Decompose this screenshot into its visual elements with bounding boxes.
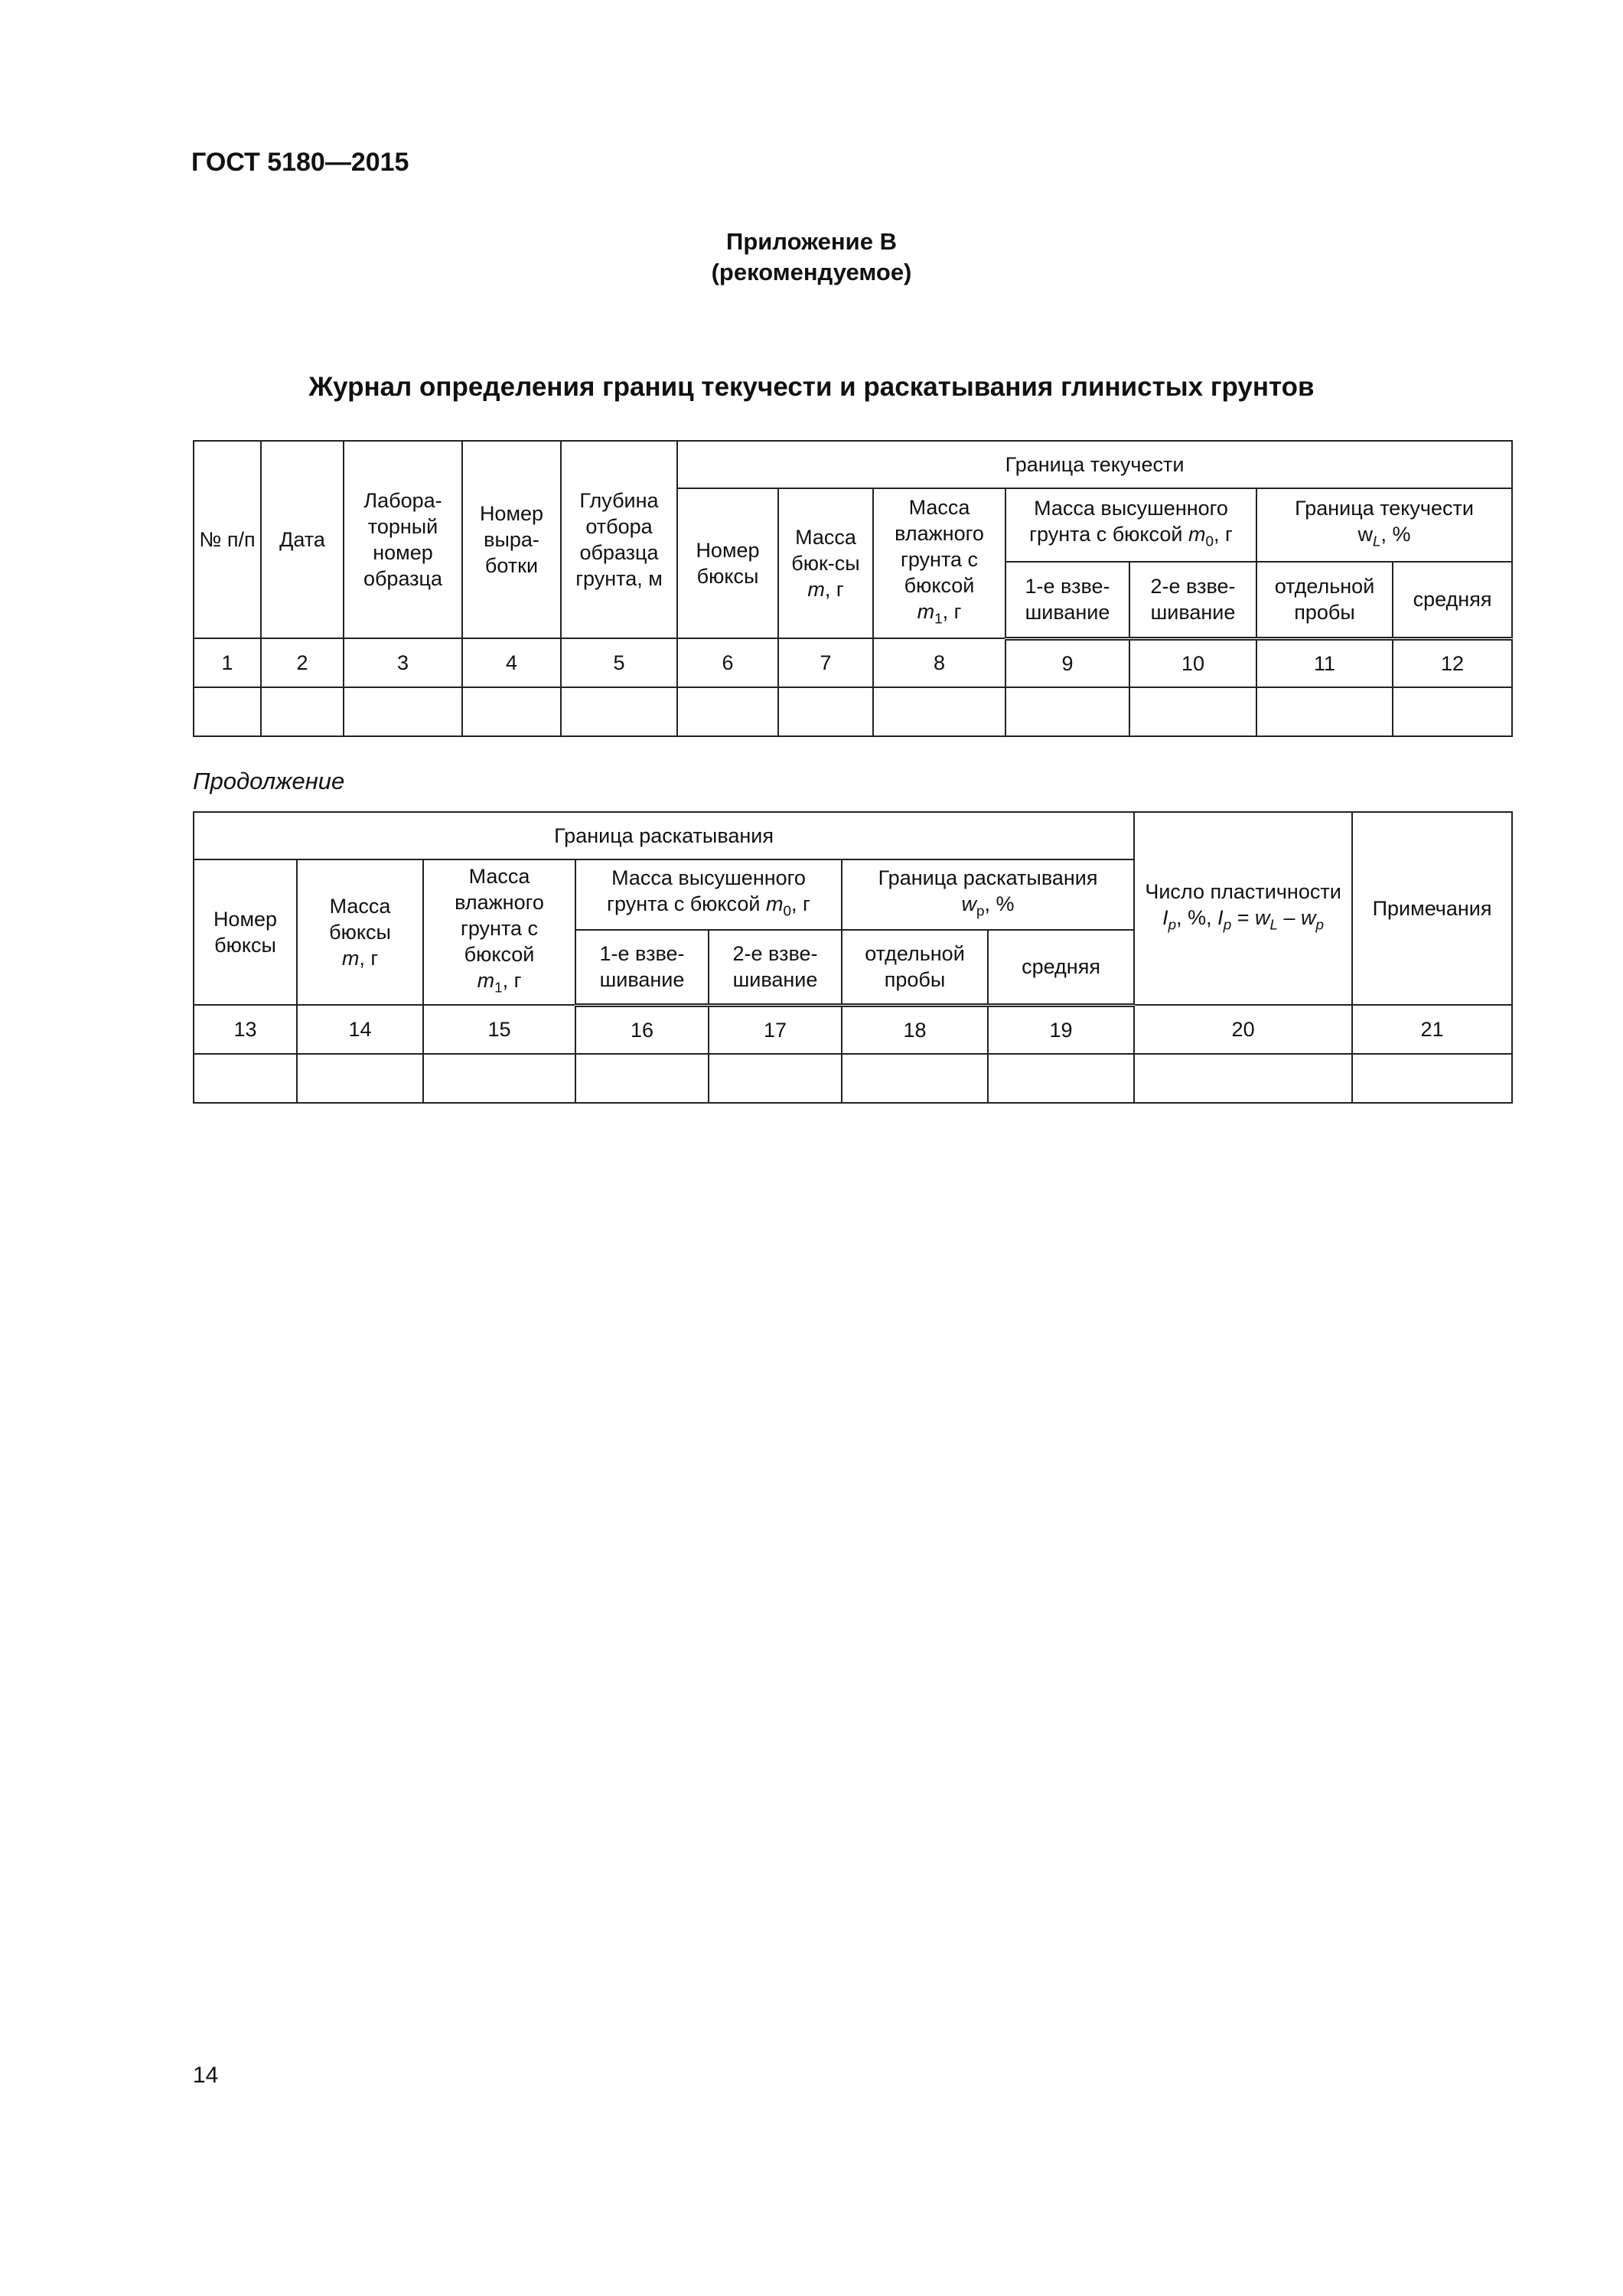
- empty-cell: [842, 1054, 988, 1103]
- symbol-m: m: [477, 968, 495, 992]
- header-liquid-limit-group: Граница текучести: [677, 441, 1512, 488]
- subscript: p: [1168, 917, 1177, 934]
- header-average: средняя: [1393, 562, 1512, 638]
- header-container-mass: [778, 488, 873, 638]
- empty-cell: [988, 1054, 1134, 1103]
- column-number: 2: [261, 638, 344, 687]
- unit-text: , %: [1380, 522, 1411, 546]
- column-number: 15: [423, 1005, 575, 1054]
- page-number: 14: [193, 2063, 219, 2088]
- header-dry-soil-mass-text: Масса высушенного грунта с бюксой: [607, 866, 806, 915]
- symbol-m: m: [341, 947, 360, 970]
- column-number: 1: [194, 638, 261, 687]
- header-second-weighing: 2-е взве-шивание: [709, 930, 842, 1005]
- empty-cell: [1256, 687, 1393, 736]
- symbol-w: w: [1301, 905, 1316, 929]
- header-second-weighing: 2-е взве-шивание: [1129, 562, 1256, 638]
- column-number: 17: [709, 1005, 842, 1054]
- column-number-row: [194, 1005, 1512, 1054]
- formula-minus: –: [1278, 905, 1302, 929]
- column-number: 3: [344, 638, 462, 687]
- header-notes: Примечания: [1352, 812, 1512, 1005]
- column-number: 20: [1134, 1005, 1352, 1054]
- column-number: 12: [1393, 638, 1512, 687]
- column-number: 9: [1005, 638, 1129, 687]
- header-average: средняя: [988, 930, 1134, 1005]
- formula-equals: =: [1231, 905, 1255, 929]
- unit-text: , %: [984, 892, 1015, 915]
- header-excavation-number: Номер выра-ботки: [462, 441, 561, 638]
- unit-text: , %,: [1176, 905, 1212, 929]
- empty-cell: [677, 687, 778, 736]
- column-number: 5: [561, 638, 677, 687]
- header-container-number: Номер бюксы: [677, 488, 778, 638]
- symbol-m: m: [1188, 522, 1206, 546]
- header-container-mass-text: Масса бюксы: [329, 895, 391, 944]
- header-wet-soil-mass-text: Масса влажного грунта с бюксой: [455, 864, 544, 966]
- empty-cell: [194, 1054, 297, 1103]
- empty-cell: [575, 1054, 709, 1103]
- appendix-note: (рекомендуемое): [711, 259, 912, 285]
- header-plastic-limit-text: Граница раскатывания: [878, 866, 1098, 889]
- header-single-sample: отдельной пробы: [1256, 562, 1393, 638]
- unit-text: , г: [359, 947, 379, 970]
- subscript: 0: [783, 903, 791, 920]
- header-plastic-limit-wp-group: [842, 859, 1134, 930]
- symbol-i: I: [1162, 905, 1168, 929]
- unit-text: , г: [1213, 522, 1233, 546]
- header-plasticity-index-text: Число пластичности: [1145, 879, 1341, 903]
- appendix-title: Приложение В: [726, 228, 897, 255]
- empty-cell: [1393, 687, 1512, 736]
- empty-cell: [709, 1054, 842, 1103]
- empty-cell: [873, 687, 1005, 736]
- subscript: p: [1315, 917, 1325, 934]
- header-liquid-limit-wl-group: [1256, 488, 1512, 562]
- column-number: 13: [194, 1005, 297, 1054]
- column-number: 11: [1256, 638, 1393, 687]
- column-number: 4: [462, 638, 561, 687]
- header-first-weighing: 1-е взве-шивание: [1005, 562, 1129, 638]
- empty-cell: [1352, 1054, 1512, 1103]
- symbol-i: I: [1217, 905, 1224, 929]
- plastic-limit-table: [193, 811, 1513, 1104]
- unit-text: , г: [790, 892, 810, 915]
- column-number: 21: [1352, 1005, 1512, 1054]
- header-wet-soil-mass: [873, 488, 1005, 638]
- header-wet-soil-mass: [423, 859, 575, 1005]
- empty-cell: [423, 1054, 575, 1103]
- appendix-heading: [0, 227, 1623, 288]
- document-title: Журнал определения границ текучести и раскатывания глинистых грунтов: [308, 372, 1315, 402]
- unit-text: , г: [824, 578, 844, 601]
- header-dry-soil-mass-text: Масса высушенного грунта с бюксой: [1029, 496, 1228, 546]
- subscript: 1: [934, 611, 943, 628]
- empty-data-row: [194, 687, 1512, 736]
- column-number: 16: [575, 1005, 709, 1054]
- header-dry-soil-mass-group: [575, 859, 842, 930]
- header-dry-soil-mass-group: [1005, 488, 1256, 562]
- header-sampling-depth: Глубина отбора образца грунта, м: [561, 441, 677, 638]
- symbol-w: w: [961, 892, 977, 915]
- subscript: L: [1269, 917, 1278, 934]
- symbol-w: w: [1254, 905, 1270, 929]
- header-wet-soil-mass-text: Масса влажного грунта с бюксой: [895, 495, 984, 597]
- symbol-w: w: [1357, 522, 1373, 546]
- empty-cell: [297, 1054, 423, 1103]
- header-container-number: Номер бюксы: [194, 859, 297, 1005]
- header-plastic-limit-group: Граница раскатывания: [194, 812, 1134, 859]
- column-number: 10: [1129, 638, 1256, 687]
- header-row-number: № п/п: [194, 441, 261, 638]
- header-liquid-limit-text: Граница текучести: [1295, 496, 1474, 520]
- liquid-limit-table: [193, 440, 1513, 737]
- subscript: 1: [494, 980, 503, 996]
- empty-cell: [462, 687, 561, 736]
- column-number: 19: [988, 1005, 1134, 1054]
- unit-text: , г: [502, 968, 522, 992]
- header-single-sample: отдельной пробы: [842, 930, 988, 1005]
- column-number-row: [194, 638, 1512, 687]
- empty-data-row: [194, 1054, 1512, 1103]
- column-number: 18: [842, 1005, 988, 1054]
- column-number: 8: [873, 638, 1005, 687]
- empty-cell: [1129, 687, 1256, 736]
- header-container-mass: [297, 859, 423, 1005]
- subscript: p: [976, 903, 985, 920]
- symbol-m: m: [765, 892, 784, 915]
- empty-cell: [194, 687, 261, 736]
- standard-code: ГОСТ 5180—2015: [191, 148, 409, 177]
- unit-text: , г: [942, 599, 962, 623]
- subscript: L: [1373, 533, 1381, 550]
- empty-cell: [778, 687, 873, 736]
- empty-cell: [344, 687, 462, 736]
- symbol-m: m: [917, 599, 935, 623]
- header-lab-sample-number: Лабора-торный номер образца: [344, 441, 462, 638]
- continuation-label: Продолжение: [193, 768, 345, 794]
- column-number: 6: [677, 638, 778, 687]
- column-number: 7: [778, 638, 873, 687]
- subscript: p: [1223, 917, 1232, 934]
- header-date: Дата: [261, 441, 344, 638]
- symbol-m: m: [807, 578, 825, 601]
- subscript: 0: [1205, 533, 1214, 550]
- column-number: 14: [297, 1005, 423, 1054]
- header-container-mass-text: Масса бюк-сы: [791, 526, 860, 575]
- empty-cell: [261, 687, 344, 736]
- empty-cell: [1134, 1054, 1352, 1103]
- empty-cell: [561, 687, 677, 736]
- header-first-weighing: 1-е взве-шивание: [575, 930, 709, 1005]
- empty-cell: [1005, 687, 1129, 736]
- header-plasticity-index: [1134, 812, 1352, 1005]
